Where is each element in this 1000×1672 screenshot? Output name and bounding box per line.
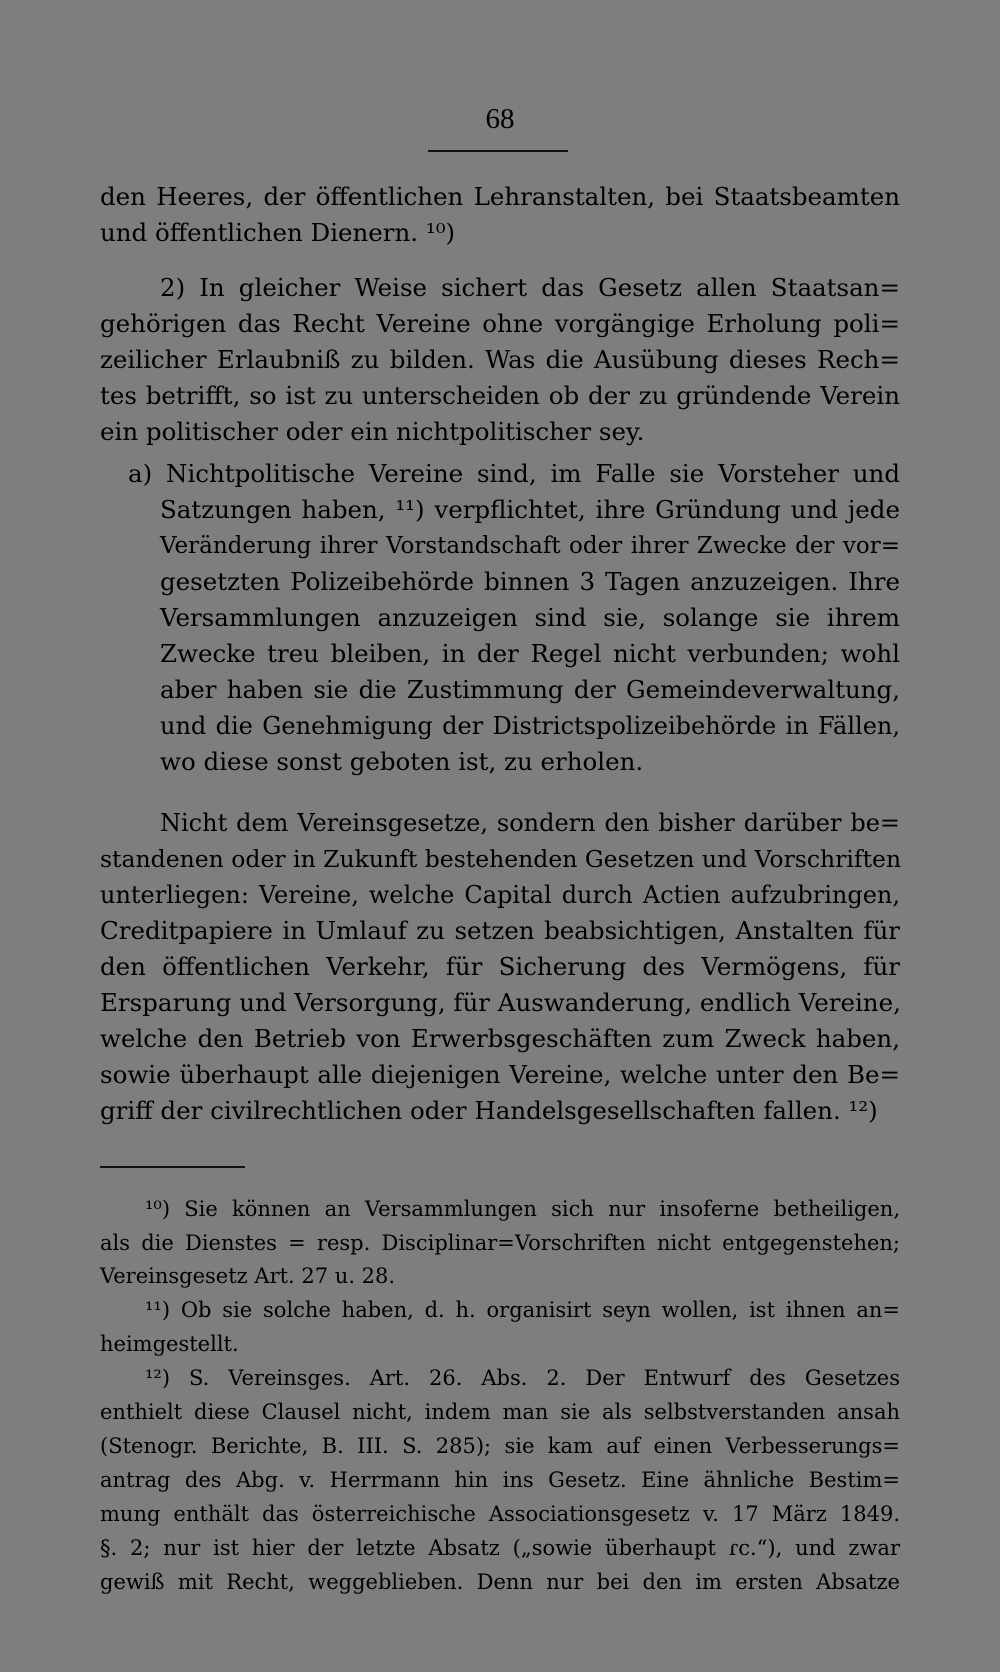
footnote-rule [100, 1166, 245, 1168]
body-line: gehörigen das Recht Vereine ohne vorgängige Erholung poli= [100, 309, 900, 338]
footnote-line: mung enthält das österreichische Associationsgesetz v. 17 März 1849. [100, 1502, 900, 1526]
body-line: griff der civilrechtlichen oder Handelsgesellschaften fallen. ¹²) [100, 1096, 878, 1125]
body-line: Zwecke treu bleiben, in der Regel nicht verbunden; wohl [160, 639, 900, 668]
body-line: unterliegen: Vereine, welche Capital durch Actien aufzubringen, [100, 881, 900, 909]
footnote-line: (Stenogr. Berichte, B. III. S. 285); sie kam auf einen Verbesserungs= [100, 1434, 900, 1458]
footnote-line: gewiß mit Recht, weggeblieben. Denn nur bei den im ersten Absatze [100, 1570, 900, 1594]
footnote-line: ¹⁰) Sie können an Versammlungen sich nur insoferne betheiligen, [145, 1197, 900, 1221]
footnote-line: §. 2; nur ist hier der letzte Absatz („sowie überhaupt ɾc.“), und zwar [100, 1536, 900, 1560]
body-line: Versammlungen anzuzeigen sind sie, solange sie ihrem [160, 603, 900, 632]
body-line: gesetzten Polizeibehörde binnen 3 Tagen anzuzeigen. Ihre [160, 567, 900, 596]
body-line: tes betrifft, so ist zu unterscheiden ob der zu gründende Verein [100, 381, 900, 410]
body-line: den Heeres, der öffentlichen Lehranstalten, bei Staatsbeamten [100, 182, 900, 211]
body-line: Satzungen haben, ¹¹) verpflichtet, ihre Gründung und jede [160, 495, 900, 524]
body-line: welche den Betrieb von Erwerbsgeschäften zum Zweck haben, [100, 1024, 900, 1053]
body-line: sowie überhaupt alle diejenigen Vereine, welche unter den Be= [100, 1060, 900, 1089]
body-line: Nicht dem Vereinsgesetze, sondern den bisher darüber be= [160, 809, 900, 837]
page-number: 68 [485, 103, 515, 135]
body-line: zeilicher Erlaubniß zu bilden. Was die Ausübung dieses Rech= [100, 345, 900, 374]
body-line: Creditpapiere in Umlauf zu setzen beabsichtigen, Anstalten für [100, 916, 900, 945]
body-line: ein politischer oder ein nichtpolitischer sey. [100, 417, 645, 446]
footnote-line: Vereinsgesetz Art. 27 u. 28. [100, 1264, 396, 1288]
header-rule [428, 150, 568, 152]
body-line: den öffentlichen Verkehr, für Sicherung des Vermögens, für [100, 952, 900, 981]
body-line: a) Nichtpolitische Vereine sind, im Falle sie Vorsteher und [128, 459, 900, 488]
body-line: wo diese sonst geboten ist, zu erholen. [160, 747, 644, 776]
body-line: aber haben sie die Zustimmung der Gemeindeverwaltung, [160, 675, 900, 704]
body-line: Ersparung und Versorgung, für Auswanderung, endlich Vereine, [100, 988, 901, 1017]
footnote-line: ¹¹) Ob sie solche haben, d. h. organisirt seyn wollen, ist ihnen an= [145, 1298, 900, 1322]
body-line: Veränderung ihrer Vorstandschaft oder ihrer Zwecke der vor= [160, 533, 900, 559]
footnote-line: ¹²) S. Vereinsges. Art. 26. Abs. 2. Der Entwurf des Gesetzes [145, 1366, 900, 1390]
body-line: 2) In gleicher Weise sichert das Gesetz allen Staatsan= [160, 273, 900, 302]
footnote-line: antrag des Abg. v. Herrmann hin ins Gesetz. Eine ähnliche Bestim= [100, 1468, 900, 1492]
footnote-line: heimgestellt. [100, 1332, 239, 1356]
body-line: und die Genehmigung der Districtspolizeibehörde in Fällen, [160, 712, 900, 740]
body-line: standenen oder in Zukunft bestehenden Gesetzen und Vorschriften [100, 845, 902, 873]
footnote-line: als die Dienstes = resp. Disciplinar=Vorschriften nicht entgegenstehen; [100, 1231, 900, 1255]
body-line: und öffentlichen Dienern. ¹⁰) [100, 218, 456, 247]
footnote-line: enthielt diese Clausel nicht, indem man sie als selbstverstanden ansah [100, 1400, 900, 1424]
